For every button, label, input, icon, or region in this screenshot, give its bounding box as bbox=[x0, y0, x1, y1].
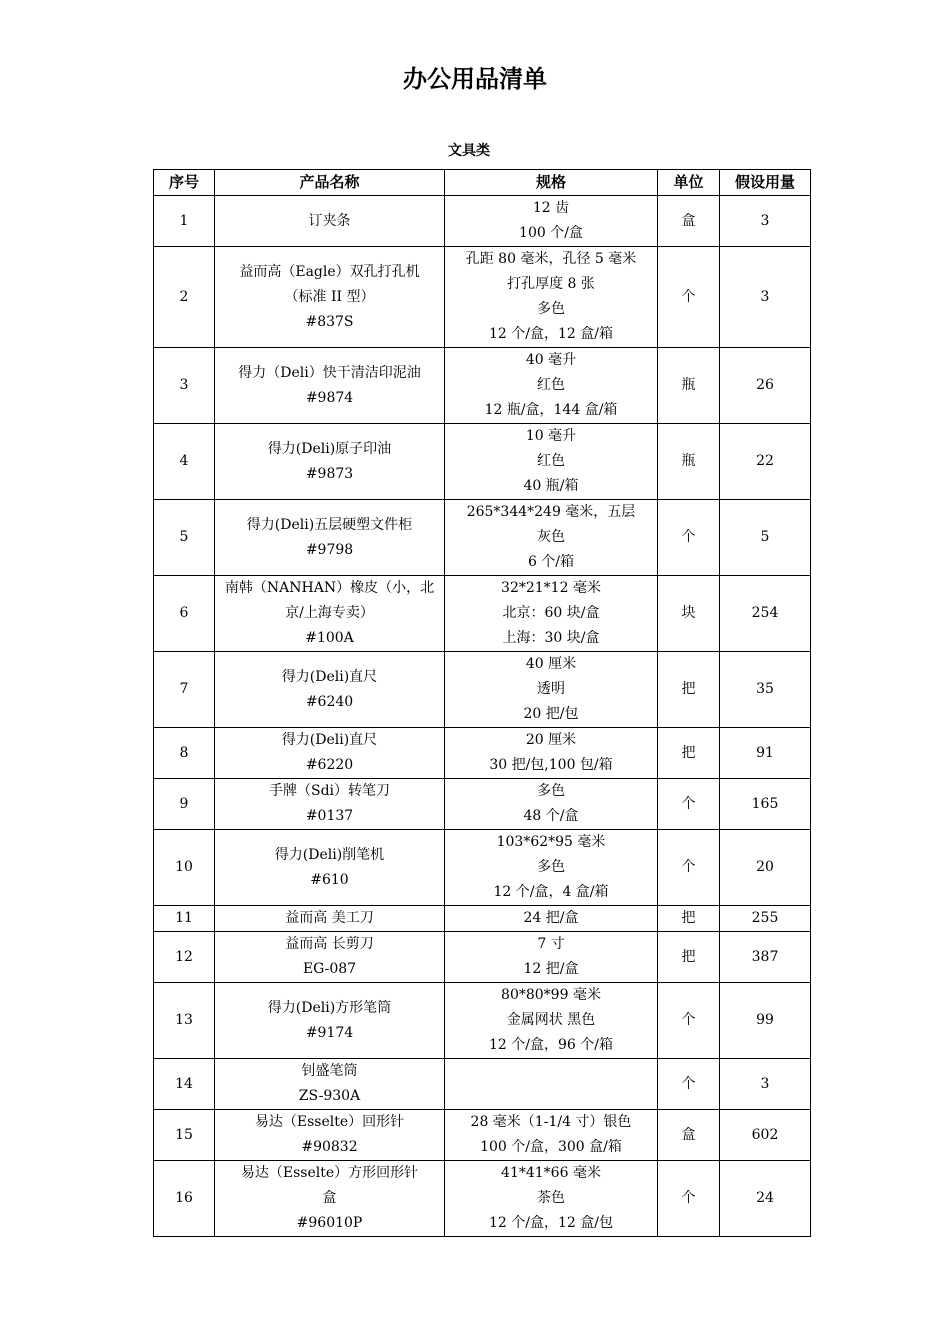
table-row bbox=[154, 1059, 811, 1110]
table-row bbox=[154, 983, 811, 1059]
row-number: 3 bbox=[154, 348, 215, 424]
product-name-line: 易达（Esselte）方形回形针 bbox=[240, 1165, 419, 1181]
specification bbox=[445, 830, 658, 906]
assumed-quantity: 165 bbox=[720, 779, 811, 830]
product-name-line: 益而高（Eagle）双孔打孔机 bbox=[239, 263, 420, 280]
specification-line: 12 齿 bbox=[532, 200, 570, 216]
product-name-line: EG-087 bbox=[302, 961, 357, 977]
product-name-line: 南韩（NANHAN）橡皮（小，北 bbox=[224, 580, 435, 596]
table-row bbox=[154, 906, 811, 932]
product-name-line: 京/上海专卖） bbox=[285, 605, 374, 621]
assumed-quantity: 3 bbox=[720, 247, 811, 348]
specification bbox=[445, 728, 658, 779]
product-name-line: 手牌（Sdi）转笔刀 bbox=[268, 783, 391, 799]
product-name-line: ZS-930A bbox=[298, 1088, 361, 1104]
table-row bbox=[154, 424, 811, 500]
specification bbox=[445, 1110, 658, 1161]
product-name bbox=[215, 247, 445, 348]
specification-line: 灰色 bbox=[537, 529, 565, 545]
unit: 个 bbox=[658, 1059, 720, 1110]
specification-line: 7 寸 bbox=[537, 936, 565, 952]
row-number: 11 bbox=[154, 906, 215, 932]
unit: 把 bbox=[658, 906, 720, 932]
unit: 盒 bbox=[658, 196, 720, 247]
specification-line: 10 毫升 bbox=[525, 428, 577, 444]
column-header-unit: 单位 bbox=[658, 170, 720, 196]
specification-line: 透明 bbox=[537, 681, 565, 697]
assumed-quantity: 5 bbox=[720, 500, 811, 576]
section-title: 文具类 bbox=[448, 143, 490, 159]
specification-line: 24 把/盒 bbox=[523, 910, 579, 926]
table-row bbox=[154, 932, 811, 983]
row-number: 13 bbox=[154, 983, 215, 1059]
specification bbox=[445, 652, 658, 728]
specification bbox=[445, 424, 658, 500]
specification-line: 12 把/盒 bbox=[523, 961, 579, 977]
row-number: 15 bbox=[154, 1110, 215, 1161]
specification-line: 北京：60 块/盒 bbox=[502, 605, 600, 621]
supplies-table bbox=[153, 169, 811, 1237]
product-name bbox=[215, 576, 445, 652]
specification-line: 265*344*249 毫米，五层 bbox=[466, 504, 636, 520]
specification-line: 6 个/箱 bbox=[527, 554, 575, 570]
specification-line: 红色 bbox=[537, 453, 565, 469]
specification-line: 20 厘米 bbox=[525, 732, 577, 748]
table-row bbox=[154, 1110, 811, 1161]
product-name-line: #9873 bbox=[305, 465, 354, 482]
specification-line: 12 个/盒，12 盒/包 bbox=[489, 1215, 613, 1231]
product-name-line: 得力(Deli)原子印油 bbox=[267, 440, 392, 457]
table-row bbox=[154, 779, 811, 830]
unit: 把 bbox=[658, 932, 720, 983]
unit: 个 bbox=[658, 983, 720, 1059]
specification-line: 红色 bbox=[537, 377, 565, 393]
product-name-line: #6220 bbox=[305, 757, 354, 773]
row-number: 14 bbox=[154, 1059, 215, 1110]
specification-line: 茶色 bbox=[537, 1190, 565, 1206]
table-row bbox=[154, 576, 811, 652]
product-name-line: #610 bbox=[310, 871, 349, 888]
product-name-line: #100A bbox=[305, 630, 354, 646]
table-body bbox=[154, 196, 811, 1237]
assumed-quantity: 3 bbox=[720, 196, 811, 247]
specification bbox=[445, 196, 658, 247]
row-number: 16 bbox=[154, 1161, 215, 1237]
product-name bbox=[215, 728, 445, 779]
product-name-line: 订夹条 bbox=[308, 212, 351, 229]
assumed-quantity: 3 bbox=[720, 1059, 811, 1110]
product-name-line: #6240 bbox=[305, 693, 354, 710]
specification-line: 打孔厚度 8 张 bbox=[507, 276, 595, 292]
product-name-line: （标准 II 型） bbox=[284, 288, 375, 305]
product-name bbox=[215, 196, 445, 247]
row-number: 1 bbox=[154, 196, 215, 247]
product-name-line: 得力(Deli)方形笔筒 bbox=[267, 999, 392, 1016]
specification-line: 金属网状 黑色 bbox=[506, 1012, 596, 1028]
row-number: 4 bbox=[154, 424, 215, 500]
column-header-no: 序号 bbox=[154, 170, 215, 196]
assumed-quantity: 35 bbox=[720, 652, 811, 728]
unit: 个 bbox=[658, 1161, 720, 1237]
specification-line: 100 个/盒，300 盒/箱 bbox=[480, 1139, 622, 1155]
unit: 个 bbox=[658, 247, 720, 348]
product-name bbox=[215, 1110, 445, 1161]
assumed-quantity: 91 bbox=[720, 728, 811, 779]
unit: 瓶 bbox=[658, 348, 720, 424]
specification-line: 多色 bbox=[537, 859, 565, 875]
row-number: 5 bbox=[154, 500, 215, 576]
specification-line: 41*41*66 毫米 bbox=[501, 1165, 601, 1181]
row-number: 7 bbox=[154, 652, 215, 728]
row-number: 6 bbox=[154, 576, 215, 652]
unit: 把 bbox=[658, 728, 720, 779]
product-name-line: 得力（Deli）快干清洁印泥油 bbox=[238, 364, 421, 381]
table-row bbox=[154, 196, 811, 247]
specification-line: 48 个/盒 bbox=[523, 808, 579, 824]
table-row bbox=[154, 247, 811, 348]
product-name-line: #837S bbox=[305, 313, 354, 330]
specification-line: 40 瓶/箱 bbox=[523, 478, 579, 494]
assumed-quantity: 254 bbox=[720, 576, 811, 652]
product-name-line: 钊盛笔筒 bbox=[301, 1063, 358, 1079]
row-number: 8 bbox=[154, 728, 215, 779]
product-name-line: #0137 bbox=[305, 808, 354, 824]
specification-line: 103*62*95 毫米 bbox=[496, 834, 606, 850]
product-name bbox=[215, 830, 445, 906]
row-number: 2 bbox=[154, 247, 215, 348]
specification-line: 上海：30 块/盒 bbox=[502, 630, 600, 646]
specification-line: 30 把/包,100 包/箱 bbox=[489, 757, 613, 773]
unit: 块 bbox=[658, 576, 720, 652]
unit: 瓶 bbox=[658, 424, 720, 500]
specification bbox=[445, 1059, 658, 1110]
unit: 个 bbox=[658, 500, 720, 576]
unit: 个 bbox=[658, 830, 720, 906]
specification bbox=[445, 500, 658, 576]
unit: 个 bbox=[658, 779, 720, 830]
specification-line: 多色 bbox=[537, 301, 565, 317]
specification-line: 12 个/盒，96 个/箱 bbox=[489, 1037, 613, 1053]
assumed-quantity: 387 bbox=[720, 932, 811, 983]
specification-line: 20 把/包 bbox=[523, 706, 579, 722]
column-header-qty: 假设用量 bbox=[720, 170, 811, 196]
product-name bbox=[215, 1059, 445, 1110]
specification bbox=[445, 576, 658, 652]
specification bbox=[445, 779, 658, 830]
table-row bbox=[154, 652, 811, 728]
table-row bbox=[154, 1161, 811, 1237]
specification-line: 100 个/盒 bbox=[519, 225, 583, 241]
specification bbox=[445, 247, 658, 348]
product-name bbox=[215, 906, 445, 932]
product-name-line: 得力(Deli)直尺 bbox=[281, 668, 378, 685]
unit: 把 bbox=[658, 652, 720, 728]
row-number: 10 bbox=[154, 830, 215, 906]
product-name bbox=[215, 932, 445, 983]
product-name-line: 得力(Deli)削笔机 bbox=[274, 846, 385, 863]
specification-line: 28 毫米（1-1/4 寸）银色 bbox=[470, 1114, 632, 1130]
product-name-line: 盒 bbox=[322, 1190, 337, 1206]
product-name-line: 易达（Esselte）回形针 bbox=[254, 1114, 405, 1130]
product-name bbox=[215, 348, 445, 424]
product-name-line: #9798 bbox=[305, 541, 354, 558]
assumed-quantity: 20 bbox=[720, 830, 811, 906]
table-row bbox=[154, 830, 811, 906]
assumed-quantity: 99 bbox=[720, 983, 811, 1059]
page-title: 办公用品清单 bbox=[403, 65, 547, 93]
product-name-line: #9174 bbox=[305, 1024, 354, 1041]
specification bbox=[445, 983, 658, 1059]
specification-line: 80*80*99 毫米 bbox=[501, 987, 601, 1003]
table-row bbox=[154, 500, 811, 576]
assumed-quantity: 22 bbox=[720, 424, 811, 500]
assumed-quantity: 24 bbox=[720, 1161, 811, 1237]
specification bbox=[445, 348, 658, 424]
product-name-line: 得力(Deli)五层硬塑文件柜 bbox=[246, 516, 413, 533]
specification-line: 多色 bbox=[537, 783, 565, 799]
product-name-line: #96010P bbox=[296, 1215, 363, 1231]
specification-line: 12 个/盒，4 盒/箱 bbox=[493, 884, 609, 900]
column-header-spec: 规格 bbox=[445, 170, 658, 196]
specification-line: 孔距 80 毫米，孔径 5 毫米 bbox=[465, 251, 637, 267]
specification bbox=[445, 906, 658, 932]
product-name bbox=[215, 424, 445, 500]
assumed-quantity: 255 bbox=[720, 906, 811, 932]
assumed-quantity: 26 bbox=[720, 348, 811, 424]
product-name bbox=[215, 983, 445, 1059]
table-header-row bbox=[154, 170, 811, 196]
specification-line: 32*21*12 毫米 bbox=[501, 580, 601, 596]
assumed-quantity: 602 bbox=[720, 1110, 811, 1161]
row-number: 9 bbox=[154, 779, 215, 830]
table-row bbox=[154, 348, 811, 424]
specification-line: 40 毫升 bbox=[525, 352, 577, 368]
specification-line: 12 个/盒，12 盒/箱 bbox=[489, 326, 613, 342]
product-name bbox=[215, 652, 445, 728]
product-name bbox=[215, 779, 445, 830]
unit: 盒 bbox=[658, 1110, 720, 1161]
specification bbox=[445, 932, 658, 983]
product-name-line: #9874 bbox=[305, 389, 354, 406]
column-header-name: 产品名称 bbox=[215, 170, 445, 196]
table-row bbox=[154, 728, 811, 779]
product-name-line: #90832 bbox=[301, 1139, 358, 1155]
specification-line: 12 瓶/盒，144 盒/箱 bbox=[484, 402, 618, 418]
product-name-line: 得力(Deli)直尺 bbox=[281, 732, 378, 748]
product-name-line: 益而高 美工刀 bbox=[285, 910, 374, 926]
specification bbox=[445, 1161, 658, 1237]
specification-line: 40 厘米 bbox=[525, 656, 577, 672]
row-number: 12 bbox=[154, 932, 215, 983]
product-name bbox=[215, 1161, 445, 1237]
product-name bbox=[215, 500, 445, 576]
product-name-line: 益而高 长剪刀 bbox=[285, 936, 374, 952]
